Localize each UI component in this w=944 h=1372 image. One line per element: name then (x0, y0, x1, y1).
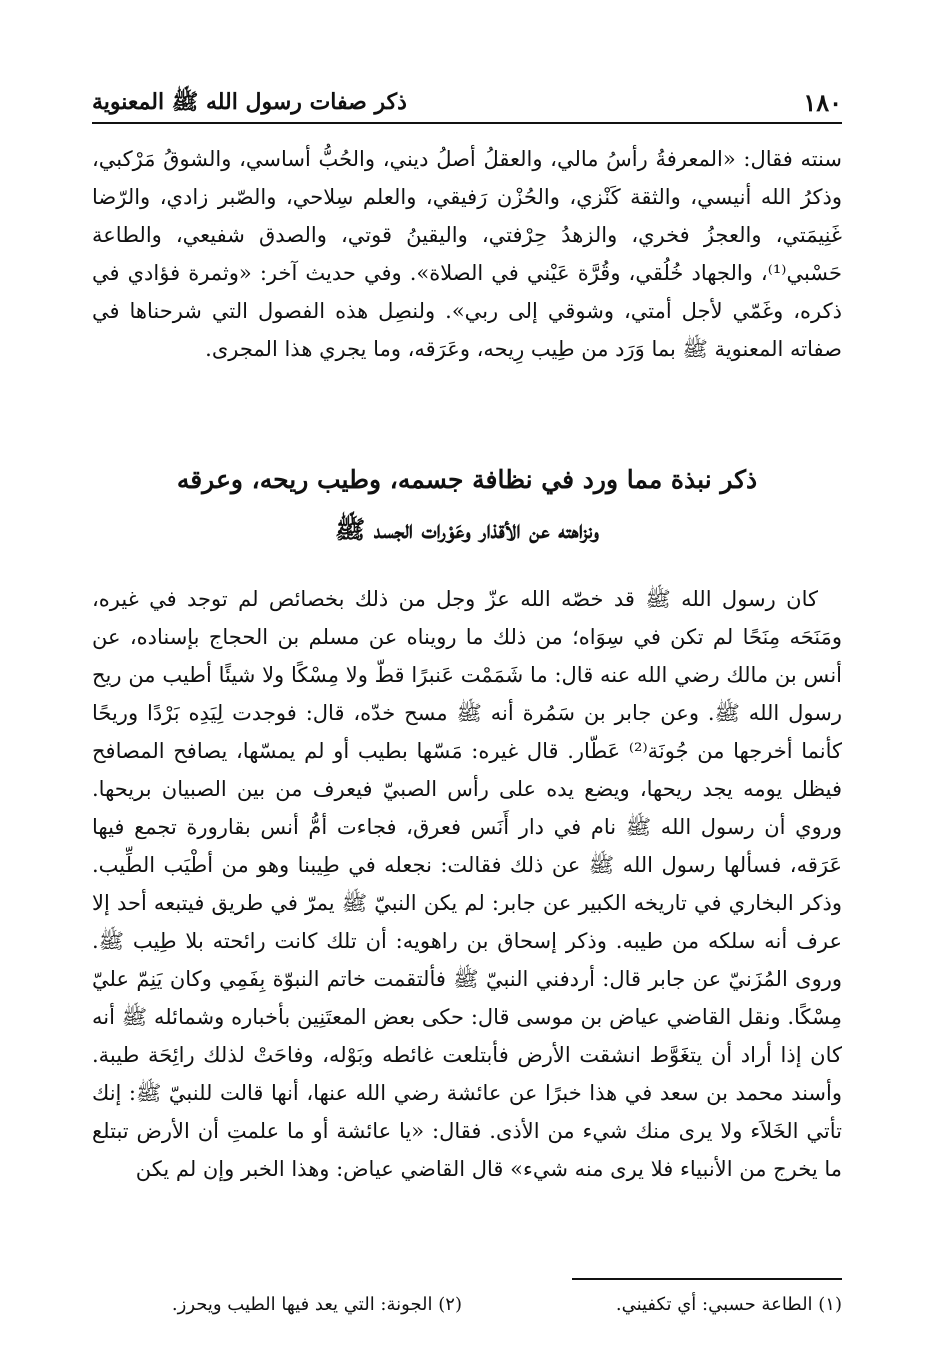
paragraph: كان رسول الله ﷺ قد خصّه الله عزّ وجل من ذلك بخصائص لم توجد في غيره، ومَنَحَه مِنَحًا لم تكن في سِوَاه؛ من ذلك ما رويناه عن مسلم بن الحجاج بإسناده، عن أنس بن مالك رضي الله عنه قال: ما شَمَمْت عَنبرًا قطّ ولا مِسْكًا ولا شيئًا أطيب من ريح رسول الله ﷺ. وعن جابر بن سَمُرة أنه ﷺ مسح خدّه، قال: فوجدت لِيَدِه بَرْدًا وريحًا كأنما أخرجها من جُونَة⁽²⁾ عَطّار. قال غيره: مَسّها بطيب أو لم يمسّها، يصافح المصافح فيظل يومه يجد ريحها، ويضع يده على رأس الصبيّ فيعرف من بين الصبيان بريحها. وروي أن رسول الله ﷺ نام في دار أَنَس فعرق، فجاءت أمُّ أنس بقارورة تجمع فيها عَرَقه، فسألها رسول الله ﷺ عن ذلك فقالت: نجعله في طِيبنا وهو من أطْيَب الطِّيب. وذكر البخاري في تاريخه الكبير عن جابر: لم يكن النبيّ ﷺ يمرّ في طريق فيتبعه أحد إلا عرف أنه سلكه من طيبه. وذكر إسحاق بن راهويه: أن تلك كانت رائحته بلا طِيب ﷺ. وروى المُزَنيّ عن جابر قال: أردفني النبيّ ﷺ فألتقمت خاتم النبوّة بِفَمِي وكان يَنِمّ عليّ مِسْكًا. ونقل القاضي عياض بن موسى قال: حكى بعض المعتَنِين بأخباره وشمائله ﷺ أنه كان إذا أراد أن يتغَوَّط انشقت الأرض فأبتلعت غائطه وبَوْله، وفاحَتْ لذلك رائِحَة طيبة. وأسند محمد بن سعد في هذا خبرًا عن عائشة رضي الله عنها، أنها قالت للنبيّ ﷺ: إنك تأتي الخَلاَء ولا يرى منك شيء من الأذى. فقال: «يا عائشة أو ما علمتِ أن الأرض تبتلع ما يخرج من الأنبياء فلا يرى منه شيء» قال القاضي عياض: وهذا الخبر وإن لم يكن (92, 587, 843, 1181)
paragraph: سنته فقال: «المعرفةُ رأسُ مالي، والعقلُ أصلُ ديني، والحُبُّ أساسي، والشوقُ مَرْكبي، وذكرُ الله أنيسي، والثقة كَنْزي، والحُزْن رَفيقي، والعلم سِلاحي، والصّبر زادي، والرّضا غَنِيمَتي، والعجزُ فخري، والزهدُ حِرْفتي، واليقينُ قوتي، والصدق شفيعي، والطاعة حَسْبي⁽¹⁾، والجهاد خُلُقي، وقُرَّة عَيْني في الصلاة». وفي حديث آخر: «وثمرة فؤادي في ذكره، وغَمّي لأجل أمتي، وشوقي إلى ربي». ولنصِل هذه الفصول التي شرحناها في صفاته المعنوية ﷺ بما وَرَد من طِيب رِيحه، وعَرَقه، وما يجري هذا المجرى. (92, 147, 842, 361)
running-title: ذكر صفات رسول الله ﷺ المعنوية (92, 89, 407, 115)
section-heading-line: ذكر نبذة مما ورد في نظافة جسمه، وطيب ريحه، وعرقه (176, 465, 758, 494)
header-divider (92, 122, 842, 124)
page-header (92, 84, 842, 120)
section-heading (92, 455, 842, 555)
page-number: ١٨٠ (803, 88, 842, 117)
footnote-1: (١) الطاعة حسبي: أي تكفيني. (615, 1294, 842, 1315)
main-paragraph-block (92, 580, 842, 1188)
section-heading-line: ونزاهته عن الأقذار وعَوْرات الجسد ﷺ (334, 515, 599, 544)
footnote-2: (٢) الجونة: التي يعد فيها الطيب ويحرز. (171, 1294, 462, 1315)
opening-paragraph-block (92, 140, 842, 368)
footnote-divider (572, 1278, 842, 1280)
